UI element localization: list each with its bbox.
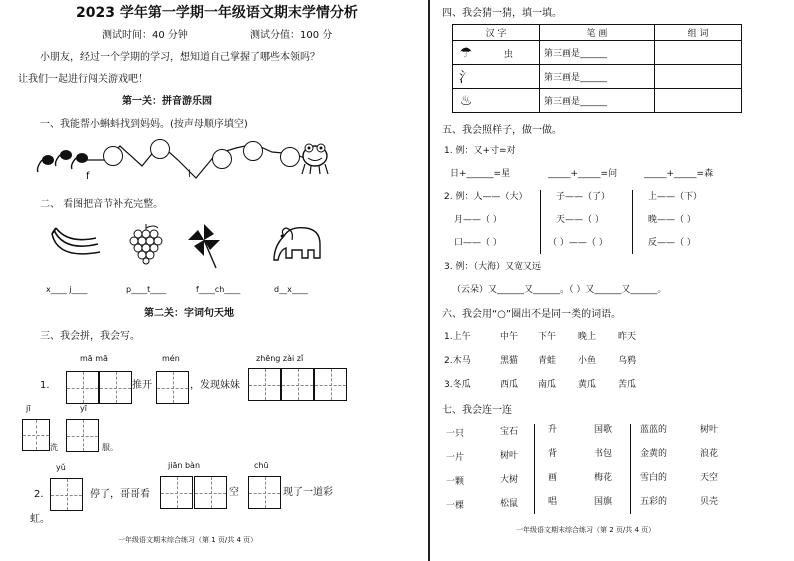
row-2-word[interactable] xyxy=(655,65,742,89)
exercise-2-item-8: 反——（ ） xyxy=(648,238,696,248)
q7-c4-r3[interactable]: 梅花 xyxy=(594,473,613,483)
q7-c6-r2[interactable]: 浪花 xyxy=(700,449,719,459)
level-1-title: 第一关：拼音游乐园 xyxy=(122,96,212,107)
q6-r3-c2[interactable]: 西瓜 xyxy=(500,380,519,390)
q6-r2-c3[interactable]: 青蛙 xyxy=(538,356,557,366)
grapes-icon xyxy=(128,224,164,264)
sentence-2-text-c: 现了一道彩 xyxy=(283,487,333,498)
writing-box-yi[interactable] xyxy=(66,419,99,452)
q7-c2-r4[interactable]: 松鼠 xyxy=(500,499,519,509)
sentence-1-number: 1. xyxy=(40,380,50,391)
letter-f: f xyxy=(86,171,90,182)
fire-char-icon: ♨ xyxy=(459,92,473,109)
writing-box-zai[interactable] xyxy=(281,368,314,401)
test-time: 测试时间：40 分钟 xyxy=(102,30,188,41)
q7-c1-r1[interactable]: 一只 xyxy=(446,429,465,439)
blank-circle-2[interactable] xyxy=(150,139,170,159)
q7-c2-r2[interactable]: 树叶 xyxy=(500,451,519,461)
separator-2a xyxy=(540,190,541,254)
intro-line-2: 让我们一起进行闯关游戏吧！ xyxy=(18,74,148,85)
sentence-1-text-d: 服。 xyxy=(102,443,118,452)
pinyin-chu: chū xyxy=(254,461,269,470)
pinyin-men: mén xyxy=(162,354,180,363)
row-1-stroke: 第三画是______ xyxy=(540,41,655,65)
q7-c5-r2[interactable]: 金黄的 xyxy=(640,449,668,459)
sentence-1-text-a: 推开 xyxy=(132,380,152,391)
q7-c5-r1[interactable]: 蓝蓝的 xyxy=(640,425,668,435)
q6-r3-c5[interactable]: 苦瓜 xyxy=(618,380,637,390)
blank-circle-4[interactable] xyxy=(243,141,263,161)
umbrella-char-icon: ☂ xyxy=(459,44,473,61)
q6-r1-c2[interactable]: 中午 xyxy=(500,332,519,342)
level-2-title: 第二关：字词句天地 xyxy=(144,308,234,319)
writing-box-ma1[interactable] xyxy=(66,371,99,404)
q7-c6-r1[interactable]: 树叶 xyxy=(700,425,719,435)
blank-syllable-3: f____ch____ xyxy=(196,285,241,294)
q6-r3-c4[interactable]: 黄瓜 xyxy=(578,380,597,390)
row-3-word[interactable] xyxy=(655,89,742,113)
q7-c1-r4[interactable]: 一棵 xyxy=(446,501,465,511)
separator-7a xyxy=(534,424,535,514)
exercise-2-item-4: 天——（ ） xyxy=(556,215,604,225)
example-3: 3. 例：（大海）又宽又远 xyxy=(444,262,541,272)
q6-r2-c1: 2.木马 xyxy=(444,356,471,366)
banana-icon xyxy=(48,226,104,262)
row-3-char xyxy=(453,89,540,113)
question-6: 六、我会用“○”圈出不是同一类的词语。 xyxy=(442,309,622,320)
question-2: 二、 看图把音节补充完整。 xyxy=(40,199,164,210)
exercise-1b: _____+_____=问 xyxy=(548,169,618,179)
pinwheel-icon xyxy=(186,224,226,268)
left-page-footer: 一年级语文期末综合练习（第 1 页/共 4 页） xyxy=(118,536,258,544)
q6-r1-c1: 1.上午 xyxy=(444,332,471,342)
blank-syllable-2: p____t____ xyxy=(126,285,167,294)
sentence-2-text-b: 空 xyxy=(229,487,239,498)
q6-r1-c5[interactable]: 昨天 xyxy=(618,332,637,342)
writing-box-yu[interactable] xyxy=(50,478,83,511)
row-2-stroke: 第三画是______ xyxy=(540,65,655,89)
water-char-icon: ⺡ xyxy=(459,69,473,86)
question-3: 三、我会拼，我会写。 xyxy=(40,331,140,342)
row-2-char xyxy=(453,65,540,89)
header-stroke: 笔 画 xyxy=(540,25,655,41)
exercise-1a: 日+______=星 xyxy=(450,169,511,179)
sentence-2-text-a: 停了，哥哥看 xyxy=(90,489,150,500)
writing-box-chu[interactable] xyxy=(248,476,281,509)
character-table xyxy=(452,24,742,113)
example-2: 2. 例：人——（大） xyxy=(444,192,528,202)
writing-box-ban[interactable] xyxy=(194,476,227,509)
header-char: 汉 字 xyxy=(453,25,540,41)
blank-syllable-4: d__x____ xyxy=(274,285,308,294)
exercise-2-item-6: 口——（ ） xyxy=(454,238,502,248)
q7-c3-r3[interactable]: 画 xyxy=(548,473,558,483)
example-1: 1. 例：又+寸=对 xyxy=(444,146,516,156)
exercise-2-item-5: 晚——（ ） xyxy=(648,215,696,225)
q6-r2-c4[interactable]: 小鱼 xyxy=(578,356,597,366)
q7-c4-r4[interactable]: 国旗 xyxy=(594,497,613,507)
q6-r3-c1: 3.冬瓜 xyxy=(444,380,471,390)
pinyin-ji: jī xyxy=(26,404,31,413)
row-1-char xyxy=(453,41,540,65)
test-score: 测试分值：100 分 xyxy=(250,30,333,41)
q6-r1-c4[interactable]: 晚上 xyxy=(578,332,597,342)
sentence-1-text-c: 洗 xyxy=(50,443,58,452)
frog-icon xyxy=(300,142,330,176)
sentence-2-text-d: 虹。 xyxy=(30,514,50,525)
row-1-word[interactable] xyxy=(655,41,742,65)
writing-box-zi[interactable] xyxy=(314,368,347,401)
page-divider xyxy=(428,0,430,561)
q7-c3-r2[interactable]: 背 xyxy=(548,449,558,459)
writing-box-ma2[interactable] xyxy=(99,371,132,404)
exam-title: 2023 学年第一学期一年级语文期末学情分析 xyxy=(76,5,358,21)
q7-c5-r4[interactable]: 五彩的 xyxy=(640,497,668,507)
sentence-1-text-b: ，发现妹妹 xyxy=(190,380,240,391)
sentence-2-number: 2. xyxy=(34,489,44,500)
exercise-2-item-2: 上——（下） xyxy=(648,192,703,202)
q7-c2-r3[interactable]: 大树 xyxy=(500,475,519,485)
pinyin-mama: mā mā xyxy=(80,354,108,363)
exercise-2-item-1: 子——（了） xyxy=(556,192,611,202)
q7-c5-r3[interactable]: 雪白的 xyxy=(640,473,668,483)
question-7: 七、我会连一连 xyxy=(442,405,512,416)
row-1-char-text: 虫 xyxy=(503,49,513,60)
blank-circle-1[interactable] xyxy=(103,146,123,166)
q7-c6-r4[interactable]: 贝壳 xyxy=(700,497,719,507)
question-1: 一、我能帮小蝌蚪找到妈妈。(按声母顺序填空) xyxy=(40,119,248,130)
exercise-1c: _____+_____=森 xyxy=(644,169,714,179)
q6-r3-c3[interactable]: 南瓜 xyxy=(538,380,557,390)
writing-box-ji[interactable] xyxy=(22,419,50,451)
pinyin-jianban: jiān bàn xyxy=(168,461,201,470)
pinyin-yu: yǔ xyxy=(56,463,66,472)
exercise-3: （云朵）又______又______。（ ）又______又______。 xyxy=(452,285,667,295)
blank-syllable-1: x____ j____ xyxy=(46,285,88,294)
pinyin-zhengzaizi: zhēng zài zǐ xyxy=(256,354,304,363)
exercise-2-item-3: 月——（ ） xyxy=(454,215,502,225)
writing-box-jian[interactable] xyxy=(160,476,193,509)
header-word: 组 词 xyxy=(655,25,742,41)
row-3-stroke: 第三画是______ xyxy=(540,89,655,113)
q7-c6-r3[interactable]: 天空 xyxy=(700,473,719,483)
q6-r2-c2[interactable]: 黑猫 xyxy=(500,356,519,366)
q7-c2-r1[interactable]: 宝石 xyxy=(500,427,519,437)
elephant-icon xyxy=(270,224,322,264)
separator-7b xyxy=(630,424,631,514)
q7-c4-r2[interactable]: 书包 xyxy=(594,449,613,459)
q6-r1-c3[interactable]: 下午 xyxy=(538,332,557,342)
writing-box-zheng[interactable] xyxy=(248,368,281,401)
letter-l: l xyxy=(188,169,191,180)
pinyin-yi: yī xyxy=(80,404,87,413)
q7-c3-r4[interactable]: 唱 xyxy=(548,497,558,507)
q7-c3-r1[interactable]: 升 xyxy=(548,425,558,435)
question-5: 五、我会照样子，做一做。 xyxy=(442,125,562,136)
blank-circle-3[interactable] xyxy=(212,149,232,169)
question-4: 四、我会猜一猜，填一填。 xyxy=(442,8,562,19)
q7-c4-r1[interactable]: 国歌 xyxy=(594,425,613,435)
q7-c1-r3[interactable]: 一颗 xyxy=(446,477,465,487)
exercise-2-item-7: （ ）——（ ） xyxy=(548,238,608,248)
right-page-footer: 一年级语文期末综合练习（第 2 页/共 4 页） xyxy=(516,526,656,534)
separator-2b xyxy=(632,190,633,254)
q7-c1-r2[interactable]: 一片 xyxy=(446,453,465,463)
writing-box-men[interactable] xyxy=(156,371,189,404)
blank-circle-5[interactable] xyxy=(280,147,300,167)
q6-r2-c5[interactable]: 乌鸦 xyxy=(618,356,637,366)
intro-line-1: 小朋友，经过一个学期的学习，想知道自己掌握了哪些本领吗？ xyxy=(40,52,320,63)
